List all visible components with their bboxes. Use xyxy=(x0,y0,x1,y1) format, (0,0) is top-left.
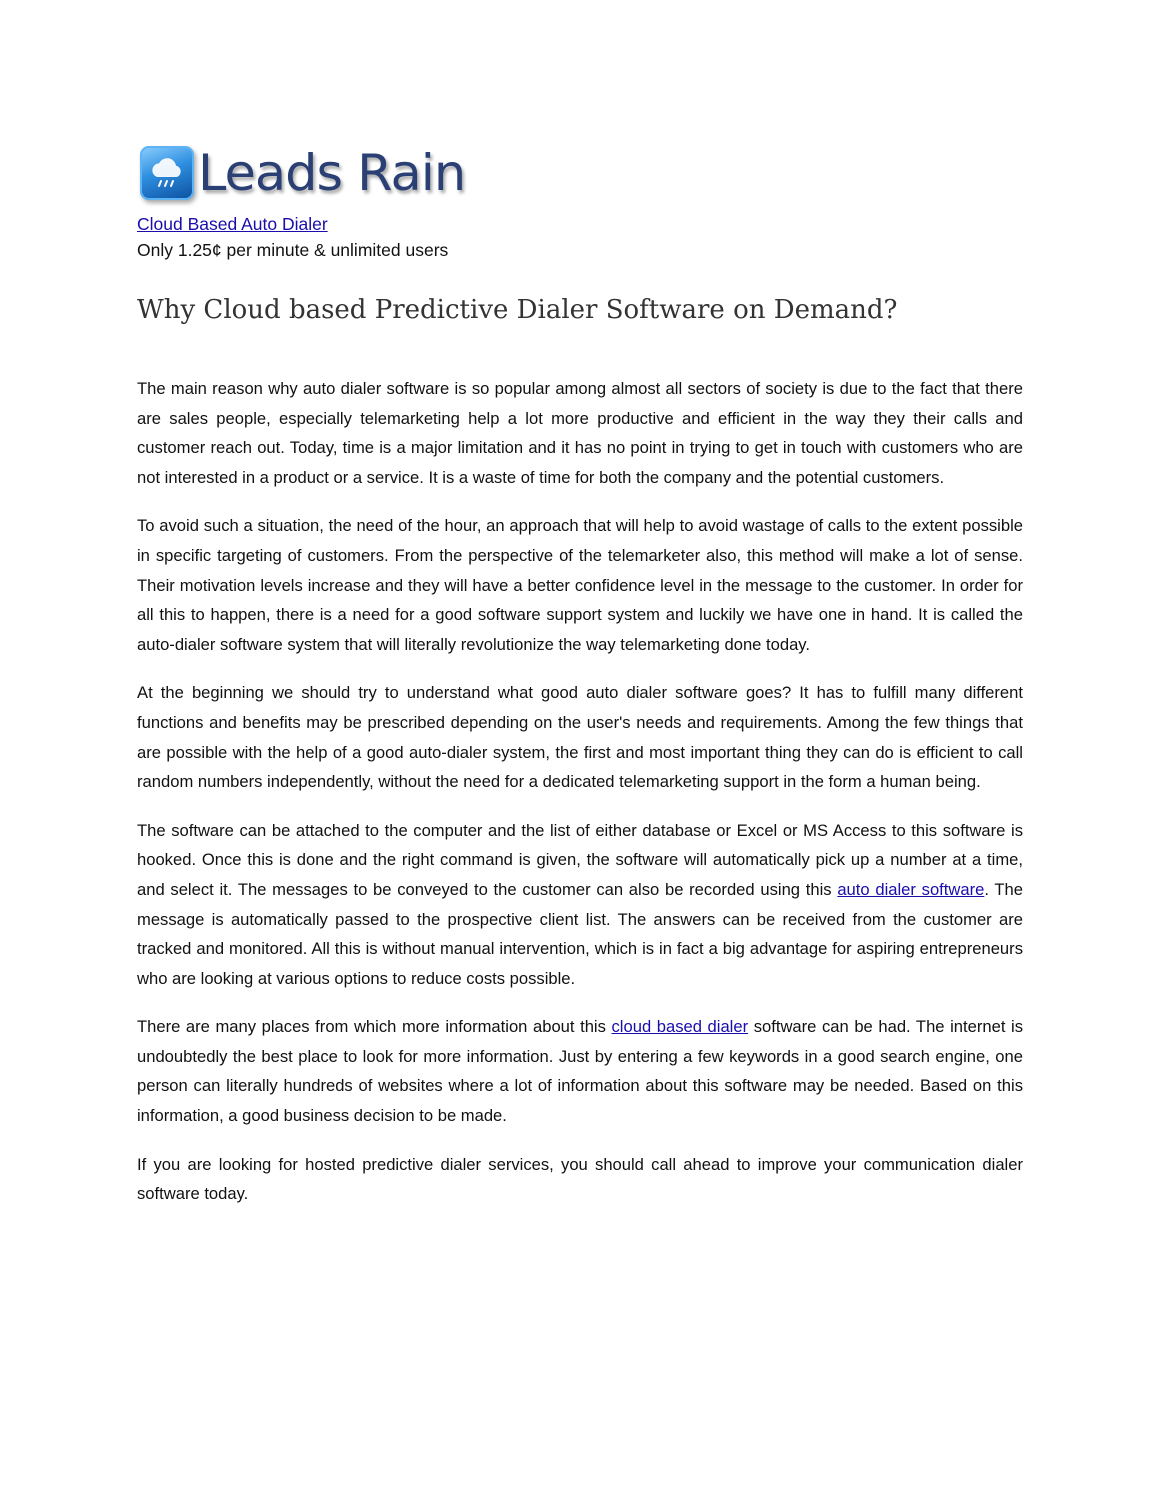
paragraph-5-text-start: There are many places from which more information about this xyxy=(137,1017,612,1037)
paragraph-2: To avoid such a situation, the need of the hour, an approach that will help to avoid wastage of calls to the extent possible in specific targeting of customers. From the perspective of the telemarketer also, this method will make a lot of sense. Their motivation levels increase and they will have a better confidence level in the message to the customer. In order for all this to happen, there is a need for a good software support system and luckily we have one in hand. It is called the auto-dialer software system that will literally revolutionize the way telemarketing done today. xyxy=(137,516,1023,654)
article-body xyxy=(137,374,1023,1228)
paragraph-4-text-start: The software can be attached to the computer and the list of either database or Excel or MS Access to this software is hooked. Once this is done and the right command is given, the software will automatically pick up a number at a time, and select it. The messages to be conveyed to the customer can also be recorded using this xyxy=(137,820,1023,899)
pricing-tagline: Only 1.25¢ per minute & unlimited users xyxy=(137,240,449,260)
paragraph-1: The main reason why auto dialer software is so popular among almost all sectors of society is due to the fact that there are sales people, especially telemarketing help a lot more productive and efficient in the way they their calls and customer reach out. Today, time is a major limitation and it has no point in trying to get in touch with customers who are not interested in a product or a service. It is a waste of time for both the company and the potential customers. xyxy=(137,379,1023,487)
paragraph-4-text-end: . The message is automatically passed to the prospective client list. The answers can be received from the customer are tracked and monitored. All this is without manual intervention, which is in fact a big advantage for aspiring entrepreneurs who are looking at various options to reduce costs possible. xyxy=(137,879,1023,988)
paragraph-5-text-end: software can be had. The internet is undoubtedly the best place to look for more information. Just by entering a few keywords in a good search engine, one person can literally hundreds of websites where a lot of information about this software may be needed. Based on this information, a good business decision to be made. xyxy=(137,1017,1024,1126)
article-title: Why Cloud based Predictive Dialer Software on Demand? xyxy=(137,295,898,325)
cloud-based-dialer-link[interactable]: cloud based dialer xyxy=(611,1017,749,1037)
auto-dialer-software-link[interactable]: auto dialer software xyxy=(837,879,985,899)
cloud-based-auto-dialer-link[interactable]: Cloud Based Auto Dialer xyxy=(137,214,328,234)
leads-rain-logo xyxy=(140,143,466,203)
paragraph-5 xyxy=(137,1012,1023,1130)
logo-wordmark: Leads Rain xyxy=(198,144,466,202)
paragraph-3: At the beginning we should try to understand what good auto dialer software goes? It has to fulfill many different functions and benefits may be prescribed depending on the user's needs and requirements. Among the few things that are possible with the help of a good auto-dialer system, the first and most important thing they can do is efficient to call random numbers independently, without the need for a dedicated telemarketing support in the form a human being. xyxy=(137,683,1023,792)
cloud-rain-icon xyxy=(140,146,194,200)
paragraph-6: If you are looking for hosted predictive dialer services, you should call ahead to improve your communication dialer software today. xyxy=(137,1154,1023,1204)
paragraph-4 xyxy=(137,816,1023,994)
